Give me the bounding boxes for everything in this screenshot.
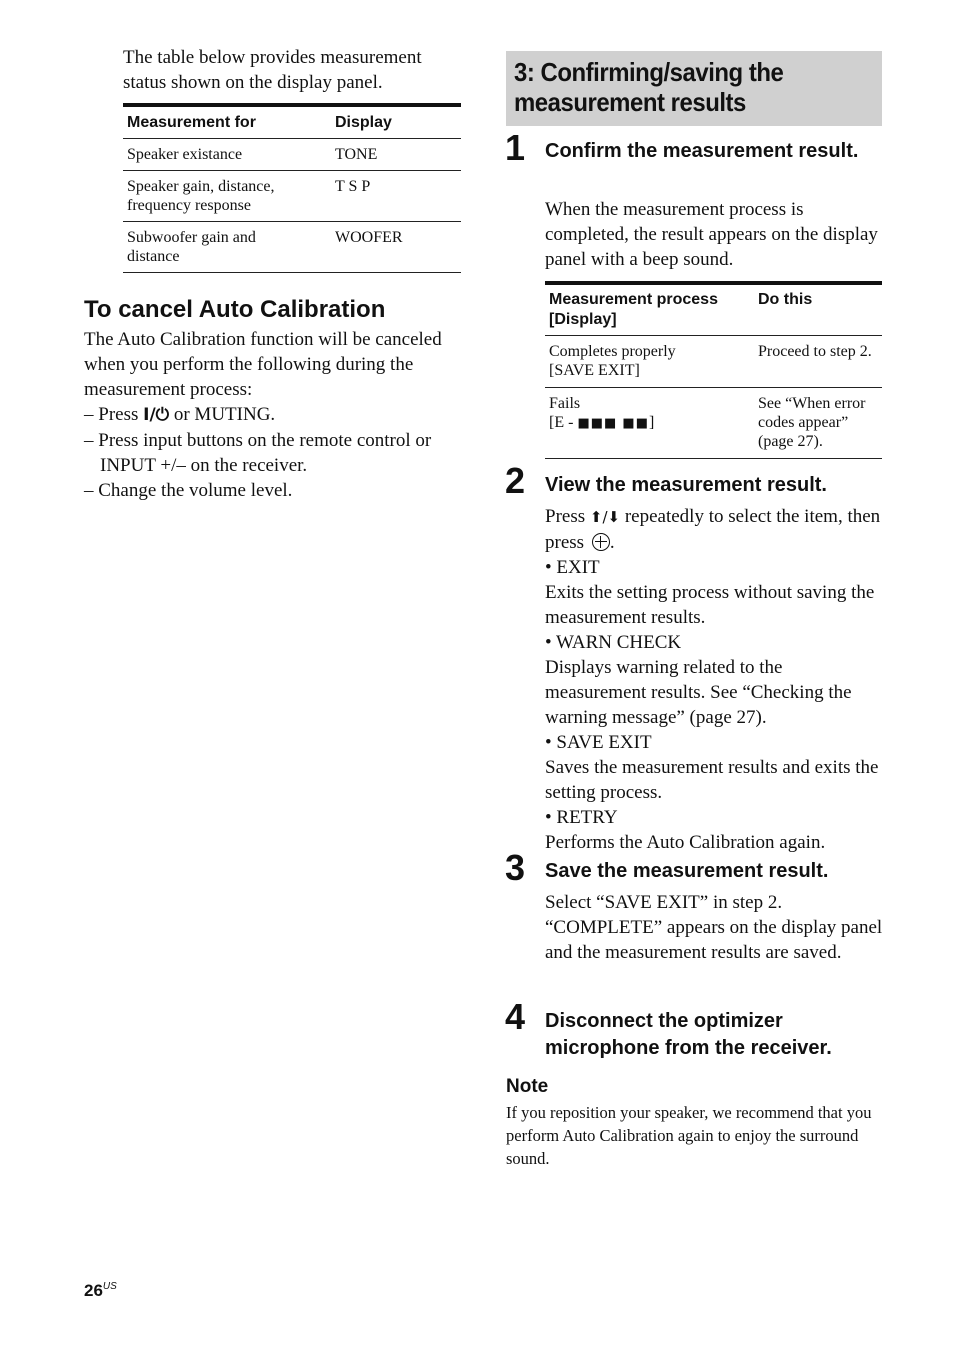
region-code: US: [102, 1281, 117, 1292]
display-suffix: ]: [648, 414, 655, 431]
table-cell: [545, 388, 754, 459]
step-body: [545, 504, 885, 855]
up-down-arrow-icon: ⬆/⬇: [589, 508, 621, 526]
list-item-text: or MUTING.: [169, 404, 276, 425]
table-row: [123, 222, 461, 273]
table-cell: [545, 336, 754, 388]
column-header: Measurement for: [123, 105, 331, 139]
list-item-text: – Press: [84, 404, 144, 425]
intro-text: The table below provides measurement status shown on the display panel.: [123, 47, 422, 93]
table-cell: WOOFER: [331, 222, 461, 273]
step-body: Select “SAVE EXIT” in step 2. “COMPLETE” appears on the display panel and the measurement results are saved.: [545, 892, 883, 963]
display-prefix: [E -: [549, 414, 578, 431]
note-body: If you reposition your speaker, we recommend that you perform Auto Calibration again to enjoy the surround sound.: [506, 1103, 872, 1168]
step-instruction: [545, 504, 885, 555]
option-description: Saves the measurement results and exits the setting process.: [545, 757, 879, 803]
step-number: 4: [505, 996, 526, 1037]
power-icon: I/⏻: [143, 405, 170, 425]
step-body: When the measurement process is completed, the result appears on the display panel with a beep sound.: [545, 199, 878, 270]
step-number: 1: [505, 127, 526, 168]
option-description: Performs the Auto Calibration again.: [545, 832, 826, 853]
option-description: Displays warning related to the measurement results. See “Checking the warning message” (page 27).: [545, 657, 852, 728]
option-label: • WARN CHECK: [545, 632, 682, 653]
step-title: Save the measurement result.: [545, 860, 829, 882]
column-header: Do this: [754, 283, 882, 336]
step-title: Disconnect the optimizer microphone from the receiver.: [545, 1010, 832, 1059]
column-header: Measurement process [Display]: [545, 283, 754, 336]
option-label: • EXIT: [545, 557, 600, 578]
table-cell: TONE: [331, 139, 461, 171]
process-label: Fails: [549, 395, 581, 412]
step-number: 3: [505, 847, 526, 888]
instruction-text: repeatedly to select the item, then press: [545, 506, 881, 553]
instruction-text: .: [609, 532, 615, 553]
option-description: Exits the setting process without saving the measurement results.: [545, 582, 875, 628]
display-text: [SAVE EXIT]: [549, 362, 640, 379]
display-text: [549, 413, 750, 433]
option-label: • RETRY: [545, 807, 618, 828]
table-cell: T S P: [331, 171, 461, 222]
table-cell: Subwoofer gain and distance: [123, 222, 331, 273]
table-row: [545, 388, 882, 459]
table-cell: Proceed to step 2.: [754, 336, 882, 388]
process-label: Completes properly: [549, 343, 676, 360]
cancel-description: The Auto Calibration function will be canceled when you perform the following during the measurement process:: [84, 329, 442, 400]
step-title: Confirm the measurement result.: [545, 140, 859, 162]
instruction-text: Press: [545, 506, 590, 527]
table-cell: Speaker existance: [123, 139, 331, 171]
section-banner: [506, 51, 882, 126]
cancel-heading: To cancel Auto Calibration: [84, 296, 386, 323]
table-header-row: [123, 105, 461, 139]
step-number: 2: [505, 460, 526, 501]
measurement-result-table: [545, 281, 882, 459]
table-cell: See “When error codes appear” (page 27).: [754, 388, 882, 459]
table-cell: Speaker gain, distance, frequency response: [123, 171, 331, 222]
table-header-row: [545, 283, 882, 336]
list-item: [84, 402, 464, 428]
table-row: [123, 171, 461, 222]
table-row: [123, 139, 461, 171]
note-heading: Note: [506, 1076, 549, 1097]
table-row: [545, 336, 882, 388]
enter-button-icon: [592, 533, 610, 551]
cancel-section: [84, 327, 464, 503]
measurement-status-table: [123, 103, 461, 273]
list-item: – Press input buttons on the remote control or INPUT +/– on the receiver.: [84, 430, 432, 476]
step-title: View the measurement result.: [545, 474, 827, 496]
column-header: Display: [331, 105, 461, 139]
list-item: – Change the volume level.: [84, 480, 293, 501]
option-label: • SAVE EXIT: [545, 732, 652, 753]
section-title: 3: Confirming/saving the measurement results: [514, 57, 784, 117]
page-number-value: 26: [84, 1281, 103, 1300]
page-number: [84, 1281, 117, 1301]
error-code-blocks: ■■■ ■■: [577, 416, 649, 431]
